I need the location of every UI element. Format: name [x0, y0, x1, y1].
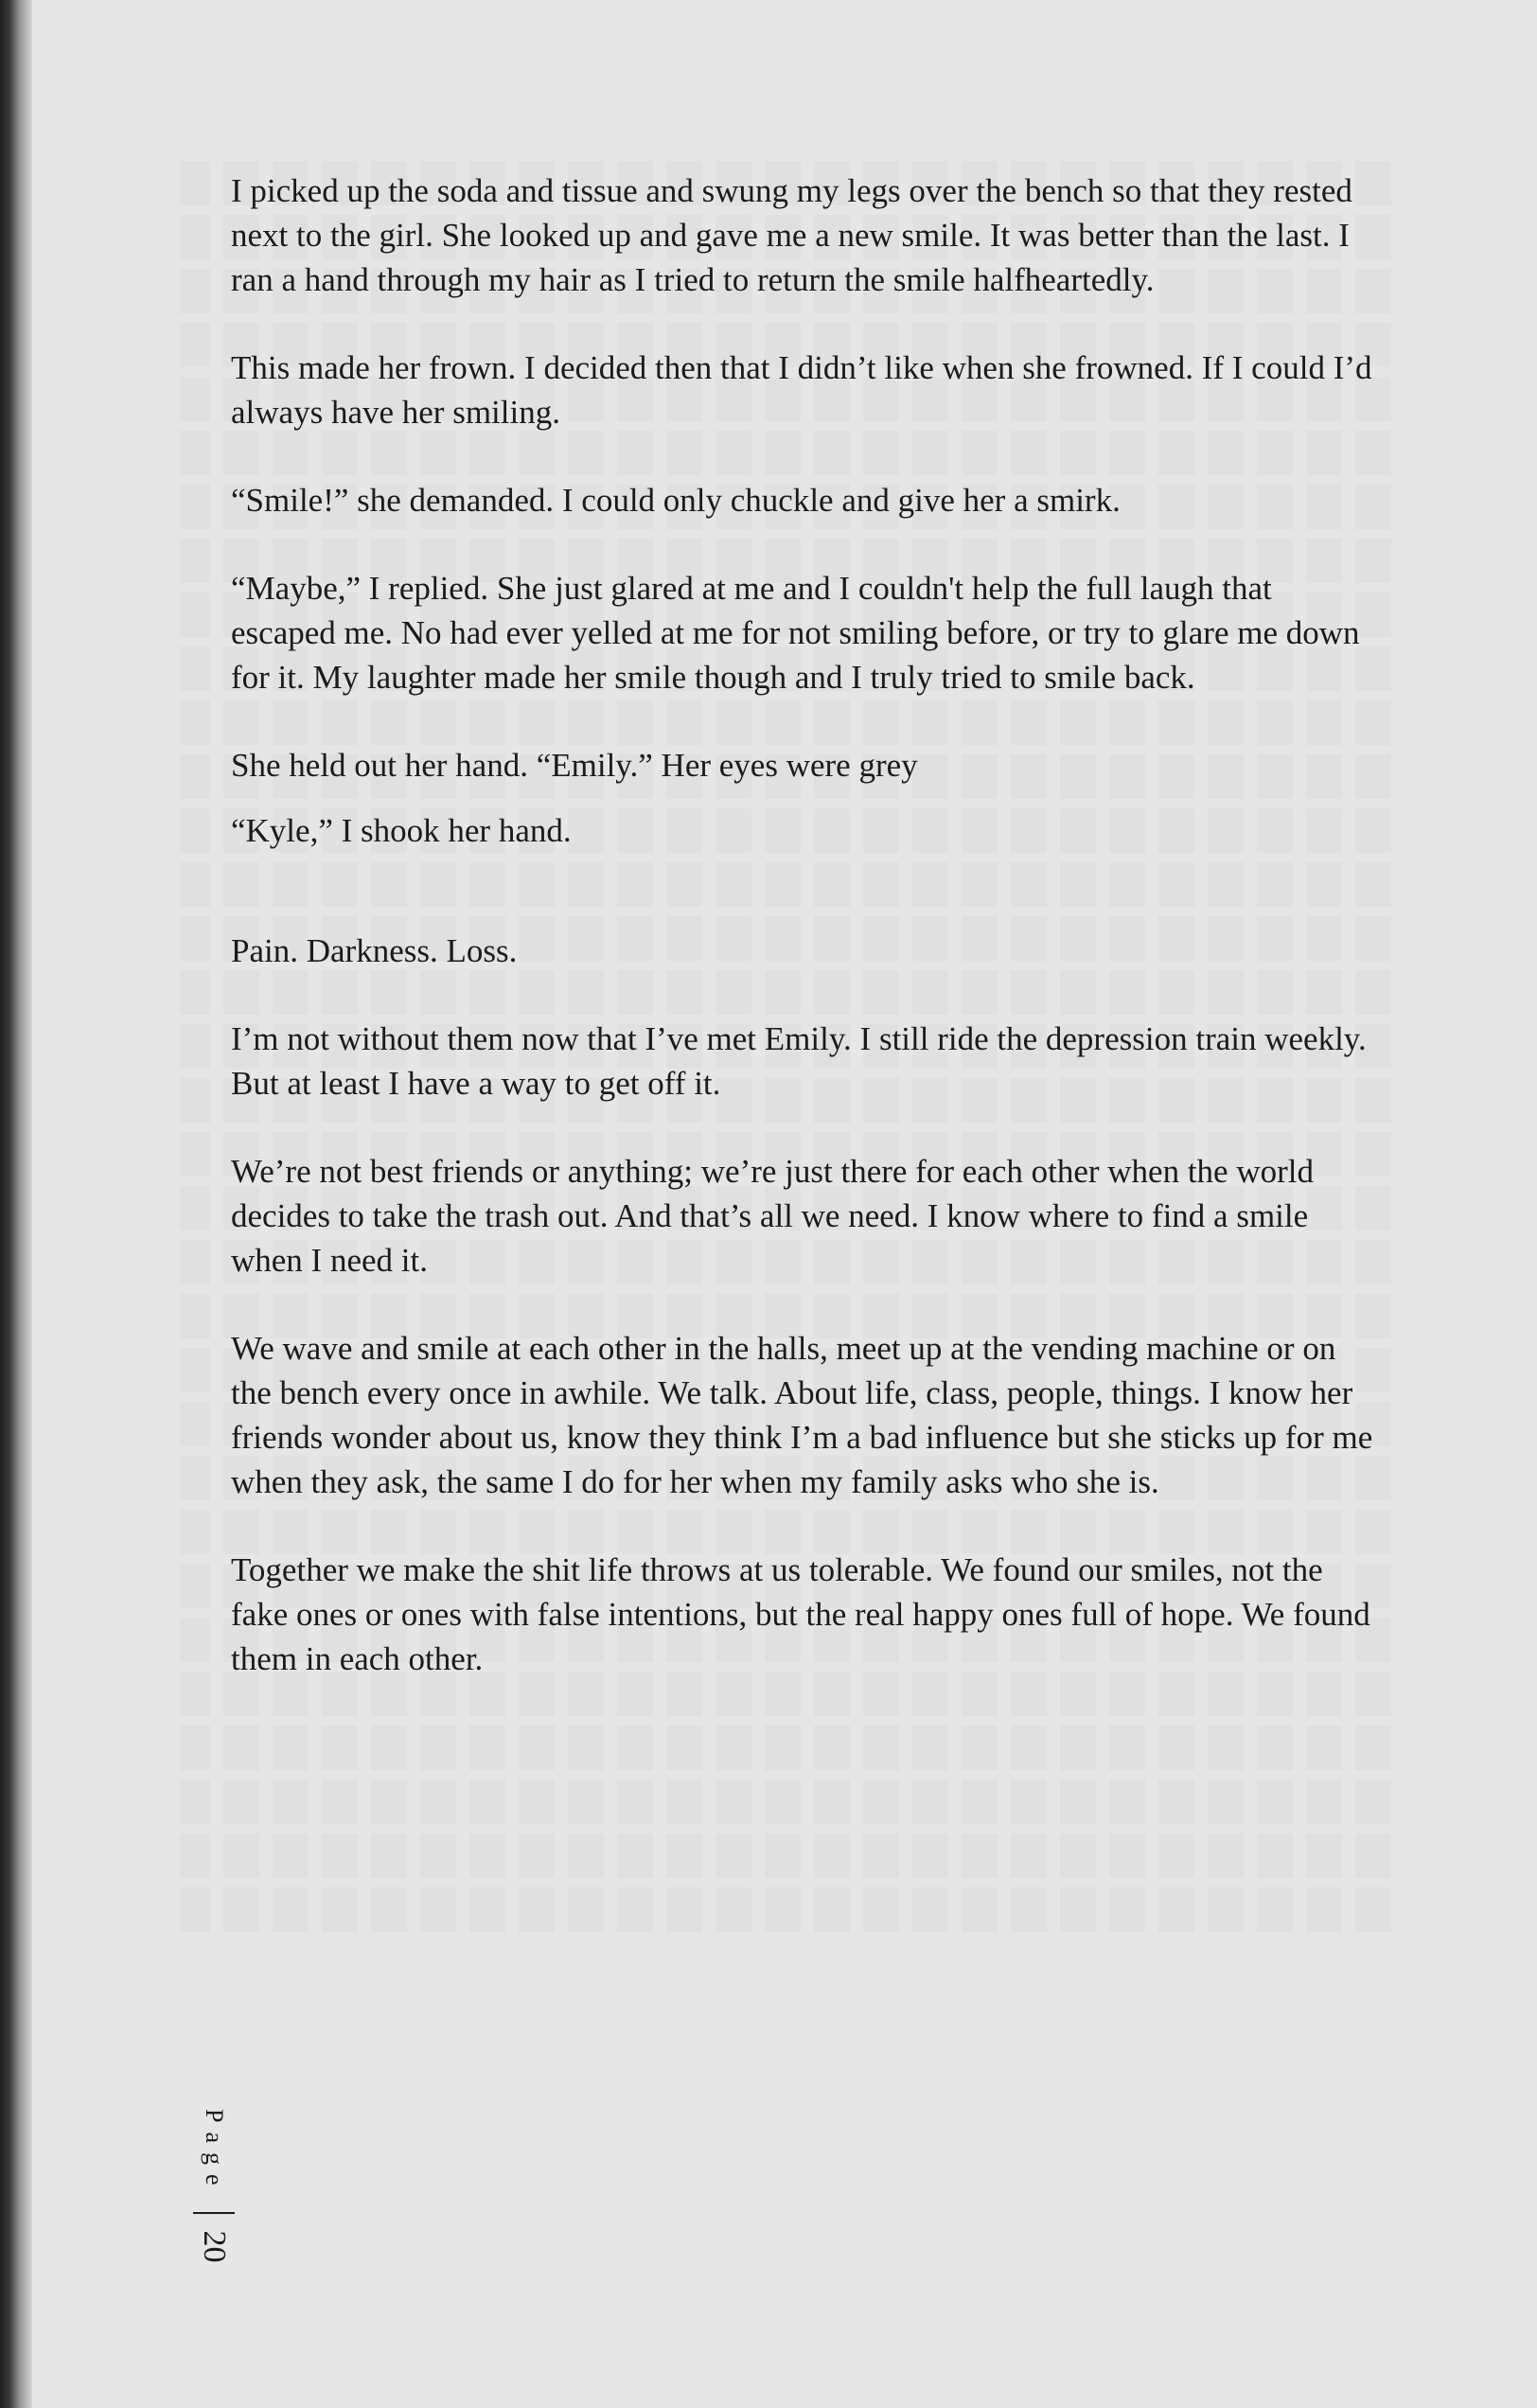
paragraph-6: “Kyle,” I shook her hand.	[231, 812, 572, 849]
paragraph-1: I picked up the soda and tissue and swung my legs over the bench so that they rested next to the girl. She looked up and gave me a new smile. It was better than the last. I ran a hand through my hair as I tried to return the smile halfheartedly.	[231, 172, 1352, 298]
paragraph-7: Pain. Darkness. Loss.	[231, 932, 518, 969]
paragraph-4: “Maybe,” I replied. She just glared at me and I couldn't help the full laugh that escaped me. No had ever yelled at me for not smiling before, or try to glare me down for it. My laughter made her smile though and I truly tried to smile back.	[231, 570, 1360, 696]
paragraph-10: We wave and smile at each other in the halls, meet up at the vending machine or on the bench every once in awhile. We talk. About life, class, people, things. I know her friends wonder about us, know they think I’m a bad influence but she sticks up for me when they ask, the same I do for her when my family asks who she is.	[231, 1330, 1373, 1500]
paragraph-3: “Smile!” she demanded. I could only chuckle and give her a smirk.	[231, 482, 1121, 519]
page-number: 20	[197, 2230, 232, 2263]
paragraph-2: This made her frown. I decided then that I didn’t like when she frowned. If I could I’d always have her smiling.	[231, 349, 1372, 431]
paragraph-5: She held out her hand. “Emily.” Her eyes were grey	[231, 747, 918, 784]
story-text	[231, 168, 1376, 1725]
paragraph-9: We’re not best friends or anything; we’re just there for each other when the world decides to take the trash out. And that’s all we need. I know where to find a smile when I need it.	[231, 1153, 1314, 1279]
binding-shadow	[0, 0, 32, 2408]
page-number-footer	[168, 2109, 235, 2298]
page-number-divider	[193, 2212, 235, 2214]
page-label: Page	[201, 2109, 228, 2195]
paragraph-8: I’m not without them now that I’ve met Emily. I still ride the depression train weekly. But at least I have a way to get off it.	[231, 1020, 1367, 1102]
paragraph-11: Together we make the shit life throws at us tolerable. We found our smiles, not the fake ones or ones with false intentions, but the real happy ones full of hope. We found them in each other.	[231, 1551, 1370, 1677]
